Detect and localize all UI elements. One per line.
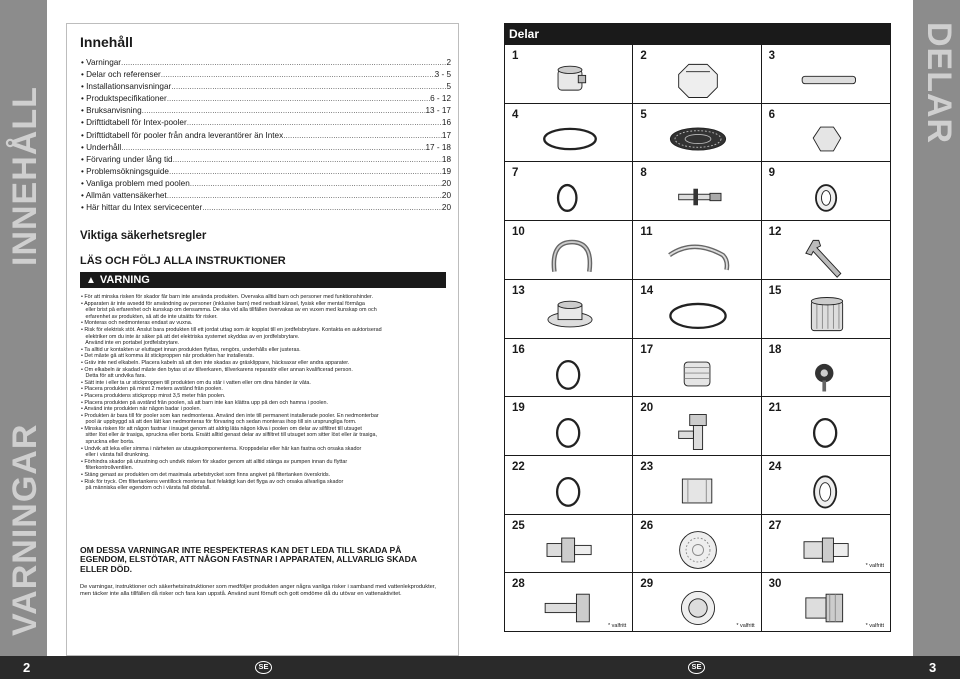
part-cell	[762, 45, 890, 104]
page-number-left: 2	[23, 660, 31, 675]
part-number: 11	[640, 226, 653, 239]
oring-large-icon	[535, 116, 605, 162]
part-cell	[505, 280, 633, 339]
toc-leader	[142, 105, 426, 117]
part-number: 4	[512, 108, 519, 121]
threaded-collar-icon	[663, 351, 733, 397]
part-number: 5	[640, 108, 647, 121]
warning-banner	[80, 272, 446, 288]
part-cell	[505, 397, 633, 456]
parts-title: Delar	[505, 24, 890, 45]
washer-icon	[792, 174, 862, 220]
toc-title: • Förvaring under lång tid	[81, 154, 173, 164]
toc-entry	[81, 142, 451, 154]
toc-leader	[167, 93, 430, 105]
optional-note: * valfritt	[865, 623, 884, 629]
connector-icon	[792, 527, 862, 573]
part-cell	[633, 573, 761, 632]
safety-rule: • Minska risken för att någon fastnar i insuget genom att aldrig låta någon kliva i poolen om delar av silfiltret till utsuget	[81, 425, 362, 432]
part-number: 3	[768, 50, 776, 62]
nut-icon	[663, 468, 733, 514]
toc-leader	[169, 166, 442, 178]
toc-page: 2	[446, 58, 451, 67]
safety-rule: spruckna eller borta.	[81, 439, 135, 446]
safety-rule: • För att minska risken för skador får barn inte använda produkten. Övervaka alltid barn och personer med funktionshinder.	[81, 294, 373, 300]
toc-entry	[81, 154, 451, 166]
part-cell	[762, 456, 890, 515]
part-number: 21	[768, 402, 782, 415]
side-label-parts: DELAR	[920, 22, 958, 145]
toc-leader	[171, 81, 446, 93]
part-cell	[762, 573, 890, 632]
part-number: 6	[768, 108, 776, 121]
hex-cap-icon	[792, 116, 862, 162]
toc-title: • Drifttidtabell för Intex-pooler	[81, 118, 187, 128]
safety-rule: • Ta alltid ur kontakten ur eluttaget innan produkten flyttas, rengörs, underhålls eller justeras.	[81, 346, 301, 353]
part-number: 26	[640, 519, 654, 532]
safety-rule: • Placera produkten på avstånd från poolen, så att barn inte kan klättra upp på den och hamna i poolen.	[81, 399, 329, 406]
part-number: 2	[640, 50, 647, 62]
toc-page: 16	[441, 118, 451, 128]
part-number: 30	[768, 578, 782, 591]
warning-label: VARNING	[99, 274, 150, 286]
safety-rule: • Stäng genast av produkten om det maximala arbetstrycket som finns angivet på filtertanken överskrids.	[81, 472, 331, 479]
safety-rule: elektriker om du inte är säker på att det elektriska systemet skyddas av en jordfelsbrytare.	[81, 333, 300, 340]
read-all-heading: LÄS OCH FÖLJ ALLA INSTRUKTIONER	[80, 255, 286, 267]
contents-title: Innehåll	[80, 34, 133, 50]
part-cell	[762, 104, 890, 163]
part-number: 1	[512, 50, 519, 62]
toc-page: 20	[441, 203, 451, 213]
part-number: 16	[512, 343, 525, 356]
part-cell	[762, 162, 890, 221]
toc-title: • Problemsökningsguide	[81, 166, 169, 176]
safety-rule: • Apparaten är inte avsedd för användning av personer (inklusive barn) med nedsatt känsel, fysisk eller mental förmåga	[81, 300, 365, 307]
toc-page: 3 - 5	[434, 70, 451, 80]
left-page-panel	[66, 23, 459, 656]
safety-rule: pool är uppbyggd så att den lätt kan nedmonteras för förvaring och sedan monteras ihop till sin ursprungliga form.	[81, 419, 357, 426]
oring-icon	[535, 468, 605, 514]
safety-rule: Använd inte en portabel jordfelsbrytare.	[81, 340, 180, 347]
part-cell	[762, 397, 890, 456]
toc-leader	[161, 69, 435, 81]
safety-rule: eller i värsta fall drunkning.	[81, 452, 150, 459]
part-cell	[633, 456, 761, 515]
toc-title: • Allmän vattensäkerhet	[81, 191, 167, 201]
warning-triangle-icon: ▲	[86, 275, 96, 286]
adapter-icon	[792, 585, 862, 631]
toc-entry	[81, 93, 451, 105]
part-cell	[505, 162, 633, 221]
safety-title: Viktiga säkerhetsregler	[80, 230, 207, 242]
part-number: 24	[768, 460, 782, 473]
part-cell	[762, 280, 890, 339]
oring-icon	[535, 351, 605, 397]
toc-page: 6 - 12	[430, 94, 451, 104]
toc-leader	[187, 117, 442, 129]
oring-small-icon	[535, 174, 605, 220]
part-number: 7	[512, 167, 519, 180]
left-side-bar	[0, 0, 47, 656]
toc-page: 13 - 17	[425, 106, 451, 116]
safety-rule: • Om elkabeln är skadad måste den bytas ut av tillverkaren, tillverkarens reparatör eller annan kvalificerad person.	[81, 366, 353, 373]
safety-rule: • Det måste gå att komma åt stickproppen när produkten har installerats.	[81, 353, 254, 360]
part-number: 18	[768, 343, 782, 356]
basket-icon	[792, 292, 862, 338]
part-number: 23	[640, 460, 654, 473]
long-hose-icon	[663, 233, 733, 279]
toc-leader	[121, 57, 446, 69]
safety-rule: • Använd inte produkten när någon badar i poolen.	[81, 406, 201, 413]
part-number: 20	[640, 402, 654, 415]
toc-leader	[167, 190, 442, 202]
plunger-icon	[535, 585, 605, 631]
toc-leader	[121, 142, 425, 154]
toc-page: 20	[441, 178, 451, 188]
safety-rule: • Produkten är bara till för pooler som kan nedmonteras. Använd den inte till permanent installerade pooler. En nedmonterbar	[81, 412, 379, 419]
part-number: 27	[768, 519, 782, 532]
part-cell	[505, 221, 633, 280]
part-cell	[505, 45, 633, 104]
side-label-warnings: VARNINGAR	[6, 423, 44, 636]
part-cell	[762, 339, 890, 398]
part-number: 8	[640, 167, 647, 180]
gasket-ring-icon	[663, 292, 733, 338]
toc-entry	[81, 178, 451, 190]
gasket-icon	[792, 468, 862, 514]
safety-rule: på människa eller egendom och i värsta fall dödsfall.	[81, 485, 211, 492]
footer-bar	[0, 656, 960, 679]
right-side-bar	[913, 0, 960, 656]
safety-rule: • Undvik att leka eller simma i närheten av utsugskomponenterna. Kroppsdelar eller hår kan fastna och orsaka skador	[81, 445, 362, 452]
safety-rule: • Risk för tryck. Om filtertankens ventillock monteras fast felaktigt kan det flyga av och orsaka allvarliga skador	[81, 478, 344, 485]
part-cell	[633, 221, 761, 280]
toc-leader	[283, 130, 442, 142]
part-cell	[633, 104, 761, 163]
toc-leader	[173, 154, 442, 166]
lang-badge-left: SE	[255, 661, 272, 674]
toc-entry	[81, 105, 451, 117]
toc-title: • Här hittar du Intex servicecenter	[81, 203, 203, 213]
part-cell	[505, 339, 633, 398]
footnote: De varningar, instruktioner och säkerhetsinstruktioner som medföljer produkten anger några vanliga risker i samband med vattenlekprodukter, men täcker inte alla tillfällen då risker och fara kan uppstå. Använd sunt förnuft och gott omdöme då du utövar en vattenaktivitet.	[80, 584, 436, 598]
toc-title: • Delar och referenser	[81, 70, 161, 80]
strainer-cover-icon	[535, 292, 605, 338]
part-cell	[505, 515, 633, 574]
table-of-contents	[81, 57, 451, 214]
toc-entry	[81, 202, 451, 214]
toc-entry	[81, 57, 451, 69]
part-number: 10	[512, 226, 525, 239]
hose-adapter-icon	[535, 527, 605, 573]
side-label-contents: INNEHÅLL	[6, 86, 44, 266]
toc-title: • Bruksanvisning	[81, 106, 142, 116]
toc-entry	[81, 69, 451, 81]
toc-page: 5	[446, 82, 451, 92]
toc-page: 19	[441, 166, 451, 176]
part-cell	[762, 221, 890, 280]
toc-entry	[81, 130, 451, 142]
safety-rule: • Förhindra skador på utrustning och undvik risken för skador genom att alltid stänga av pumpen innan du flyttar	[81, 458, 348, 465]
part-number: 9	[768, 167, 776, 180]
optional-note: * valfritt	[607, 623, 627, 629]
part-cell	[505, 104, 633, 163]
part-number: 28	[512, 578, 525, 591]
toc-entry	[81, 166, 451, 178]
short-hose-icon	[535, 233, 605, 279]
part-number: 25	[512, 519, 525, 532]
toc-leader	[202, 202, 442, 214]
toc-title: • Vanliga problem med poolen	[81, 178, 190, 188]
parts-grid	[505, 45, 890, 632]
toc-page: 17	[441, 130, 451, 140]
part-cell	[633, 45, 761, 104]
knob-icon	[792, 351, 862, 397]
oring-icon	[792, 409, 862, 455]
safety-rule: • Gräv inte ned elkabeln. Placera kabeln så att den inte skadas av gräsklippare, häcksaxar eller andra apparater.	[81, 359, 350, 366]
octagonal-nut-icon	[663, 57, 733, 103]
part-number: 19	[512, 402, 525, 415]
tube-icon	[792, 57, 862, 103]
toc-title: • Installationsanvisningar	[81, 82, 172, 92]
safety-rule: • Placera produktens stickpropp minst 3,5 meter från poolen.	[81, 392, 226, 399]
toc-page: 20	[441, 191, 451, 201]
lang-badge-right: SE	[688, 661, 705, 674]
safety-rule: filterkontrollventilen.	[81, 465, 134, 472]
toc-title: • Drifttidtabell för pooler från andra leverantörer än Intex	[81, 130, 284, 140]
safety-rule: • Placera produkten på minst 2 meters avstånd från poolen.	[81, 386, 223, 393]
toc-entry	[81, 190, 451, 202]
safety-rule: eller brist på erfarenhet och kunskap om densamma. De ska vid alla tillfällen övervakas av en vuxen med kunskap om och	[81, 307, 377, 314]
parts-panel	[504, 23, 891, 632]
part-number: 29	[640, 578, 654, 591]
valve-icon	[663, 409, 733, 455]
safety-rule: • Risk för elektrisk stöt. Anslut bara produkten till ett jordat uttag som är kopplat till en jordfelsbrytare. Kontakta en auktoriserad	[81, 326, 382, 333]
toc-entry	[81, 81, 451, 93]
part-number: 17	[640, 343, 654, 356]
part-cell	[633, 280, 761, 339]
part-cell	[633, 515, 761, 574]
part-cell	[633, 397, 761, 456]
fitting-icon	[663, 585, 733, 631]
part-number: 13	[512, 284, 525, 297]
safety-rule: sitter löst eller är trasiga, spruckna eller borta. Ersätt alltid genast delar av silfiltret till utsuget som sitter löst eller är trasiga,	[81, 432, 378, 439]
toc-entry	[81, 117, 451, 129]
toc-page: 17 - 18	[425, 142, 451, 152]
toc-leader	[190, 178, 442, 190]
drain-screw-icon	[663, 174, 733, 220]
toc-title: • Varningar	[81, 58, 122, 67]
safety-rule: • Sätt inte i eller ta ur stickproppen till produkten om du står i vatten eller om dina händer är våta.	[81, 379, 311, 386]
part-cell	[633, 162, 761, 221]
part-cell	[505, 573, 633, 632]
safety-rules-list	[81, 294, 449, 492]
final-warning: OM DESSA VARNINGAR INTE RESPEKTERAS KAN DET LEDA TILL SKADA PÅ EGENDOM, ELSTÖTAR, ATT NÅGON FASTNAR I APPARATEN, ALLVARLIG SKADA ELLER DÖD.	[80, 545, 417, 574]
safety-rule: • Monteras och nedmonteras endast av vuxna.	[81, 320, 193, 327]
safety-rule: erfarenhet av produkten, så att de inte utsätts för risker.	[81, 313, 218, 320]
part-number: 15	[768, 284, 782, 297]
toc-page: 18	[441, 154, 451, 164]
strainer-grid-icon	[663, 527, 733, 573]
optional-note: * valfritt	[865, 563, 884, 570]
part-cell	[762, 515, 890, 574]
part-cell	[505, 456, 633, 515]
safety-rule: Detta för att undvika fara.	[81, 373, 147, 380]
page-number-right: 3	[929, 660, 937, 675]
toc-title: • Produktspecifikationer	[81, 94, 167, 104]
oring-icon	[535, 409, 605, 455]
part-number: 14	[640, 284, 654, 297]
threaded-cap-icon	[535, 57, 605, 103]
part-number: 12	[768, 226, 782, 239]
strainer-disc-icon	[663, 116, 733, 162]
spanner-icon	[792, 233, 862, 279]
toc-title: • Underhåll	[81, 142, 122, 152]
optional-note: * valfritt	[736, 623, 755, 629]
part-number: 22	[512, 460, 525, 473]
part-cell	[633, 339, 761, 398]
